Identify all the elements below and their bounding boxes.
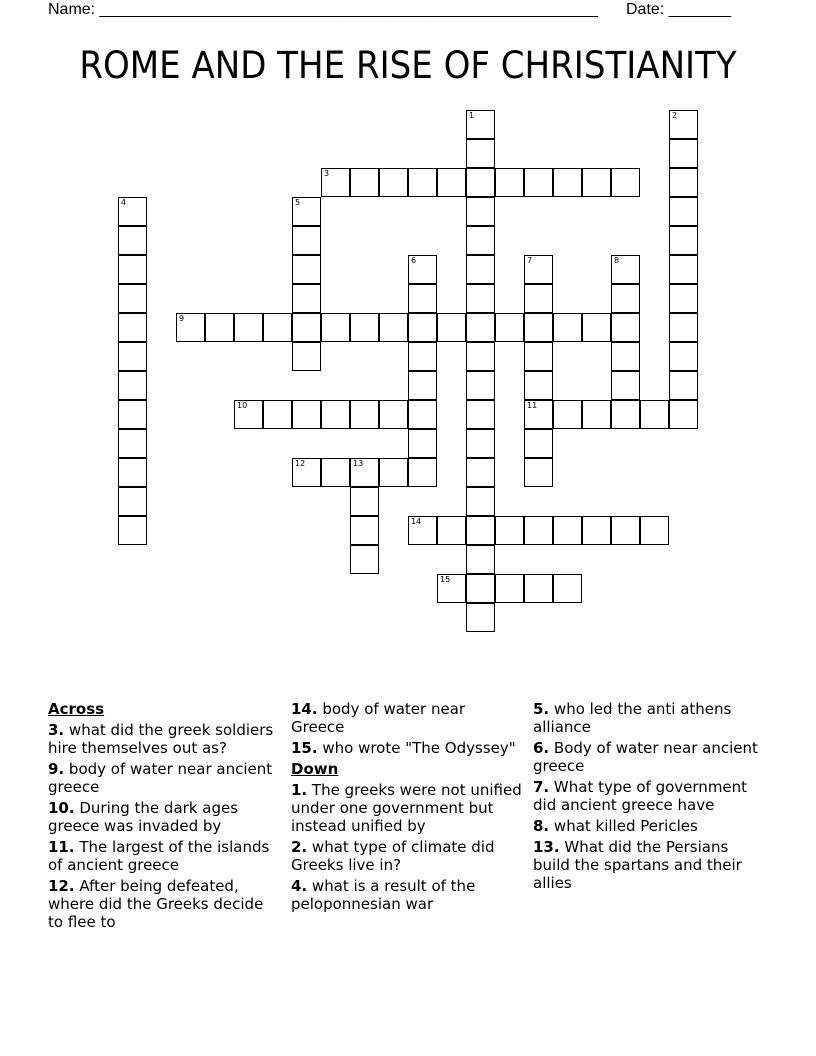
grid-cell[interactable]	[466, 168, 495, 197]
cell-number: 14	[411, 517, 422, 526]
grid-cell[interactable]	[408, 458, 437, 487]
grid-cell[interactable]	[495, 516, 524, 545]
grid-cell[interactable]	[118, 284, 147, 313]
grid-cell[interactable]	[553, 574, 582, 603]
grid-cell[interactable]	[408, 429, 437, 458]
grid-cell[interactable]	[669, 139, 698, 168]
grid-cell[interactable]	[524, 458, 553, 487]
clue-column-3	[533, 700, 765, 895]
grid-cell[interactable]	[553, 516, 582, 545]
grid-cell[interactable]	[408, 342, 437, 371]
cell-number: 3	[324, 169, 330, 178]
grid-cell[interactable]	[524, 168, 553, 197]
clue-down-2	[291, 838, 523, 874]
grid-cell[interactable]	[118, 458, 147, 487]
clue-number: 1.	[291, 781, 308, 799]
cell-number: 13	[353, 459, 364, 468]
clue-number: 9.	[48, 760, 65, 778]
grid-cell[interactable]	[524, 342, 553, 371]
grid-cell[interactable]	[553, 400, 582, 429]
grid-cell[interactable]	[524, 284, 553, 313]
clue-text: After being defeated, where did the Greeks decide to flee to	[48, 877, 264, 931]
grid-cell[interactable]	[582, 516, 611, 545]
grid-cell[interactable]	[495, 168, 524, 197]
clue-text: Body of water near ancient greece	[533, 739, 758, 775]
grid-cell[interactable]	[292, 255, 321, 284]
clue-number: 14.	[291, 700, 318, 718]
grid-cell[interactable]	[669, 168, 698, 197]
grid-cell[interactable]	[118, 197, 147, 226]
clue-text: what is a result of the peloponnesian war	[291, 877, 476, 913]
grid-cell[interactable]	[611, 342, 640, 371]
clue-text: what did the greek soldiers hire themselves out as?	[48, 721, 274, 757]
grid-cell[interactable]	[669, 342, 698, 371]
cell-number: 10	[237, 401, 248, 410]
grid-cell[interactable]	[466, 110, 495, 139]
grid-cell[interactable]	[176, 313, 205, 342]
grid-cell[interactable]	[408, 371, 437, 400]
grid-cell[interactable]	[292, 313, 321, 342]
grid-cell[interactable]	[321, 400, 350, 429]
grid-cell[interactable]	[669, 400, 698, 429]
grid-cell[interactable]	[466, 545, 495, 574]
grid-cell[interactable]	[118, 371, 147, 400]
grid-cell[interactable]	[669, 197, 698, 226]
clue-down-13	[533, 838, 765, 892]
clue-text: The largest of the islands of ancient greece	[48, 838, 270, 874]
grid-cell[interactable]	[466, 139, 495, 168]
grid-cell[interactable]	[118, 313, 147, 342]
grid-cell[interactable]	[466, 255, 495, 284]
grid-cell[interactable]	[611, 255, 640, 284]
clue-across-3	[48, 721, 280, 757]
grid-cell[interactable]	[118, 342, 147, 371]
grid-cell[interactable]	[466, 574, 495, 603]
clue-down-8	[533, 817, 765, 835]
clue-number: 4.	[291, 877, 308, 895]
clue-number: 3.	[48, 721, 65, 739]
cell-number: 7	[527, 256, 533, 265]
grid-cell[interactable]	[437, 313, 466, 342]
grid-cell[interactable]	[669, 284, 698, 313]
grid-cell[interactable]	[234, 313, 263, 342]
grid-cell[interactable]	[524, 574, 553, 603]
clue-number: 7.	[533, 778, 550, 796]
grid-cell[interactable]	[350, 516, 379, 545]
cell-number: 11	[527, 401, 538, 410]
clue-number: 8.	[533, 817, 550, 835]
clue-text: The greeks were not unified under one government but instead unified by	[291, 781, 522, 835]
across-heading: Across	[48, 700, 105, 718]
grid-cell[interactable]	[321, 313, 350, 342]
grid-cell[interactable]	[292, 458, 321, 487]
grid-cell[interactable]	[321, 168, 350, 197]
grid-cell[interactable]	[321, 458, 350, 487]
grid-cell[interactable]	[408, 255, 437, 284]
grid-cell[interactable]	[466, 284, 495, 313]
grid-cell[interactable]	[466, 313, 495, 342]
clue-text: what killed Pericles	[553, 817, 698, 835]
clue-text: What type of government did ancient greece have	[533, 778, 748, 814]
cell-number: 2	[672, 111, 678, 120]
clue-text: what type of climate did Greeks live in?	[291, 838, 495, 874]
grid-cell[interactable]	[466, 603, 495, 632]
grid-cell[interactable]	[466, 371, 495, 400]
grid-cell[interactable]	[437, 574, 466, 603]
clue-across-14	[291, 700, 523, 736]
clue-down-7	[533, 778, 765, 814]
clue-number: 13.	[533, 838, 560, 856]
grid-cell[interactable]	[466, 458, 495, 487]
clue-across-9	[48, 760, 280, 796]
clue-down-1	[291, 781, 523, 835]
clue-column-2	[291, 700, 523, 916]
grid-cell[interactable]	[524, 313, 553, 342]
clue-down-4	[291, 877, 523, 913]
grid-cell[interactable]	[524, 371, 553, 400]
grid-cell[interactable]	[408, 400, 437, 429]
clue-number: 10.	[48, 799, 75, 817]
cell-number: 8	[614, 256, 620, 265]
grid-cell[interactable]	[466, 429, 495, 458]
grid-cell[interactable]	[582, 313, 611, 342]
grid-cell[interactable]	[263, 313, 292, 342]
grid-cell[interactable]	[350, 168, 379, 197]
grid-cell[interactable]	[611, 400, 640, 429]
name-field[interactable]: Name: ________________________________________________________	[48, 1, 598, 18]
clue-number: 12.	[48, 877, 75, 895]
grid-cell[interactable]	[640, 400, 669, 429]
grid-cell[interactable]	[466, 400, 495, 429]
cell-number: 4	[121, 198, 127, 207]
clue-text: who led the anti athens alliance	[533, 700, 732, 736]
grid-cell[interactable]	[437, 168, 466, 197]
grid-cell[interactable]	[524, 429, 553, 458]
grid-cell[interactable]	[350, 487, 379, 516]
clue-across-15	[291, 739, 523, 757]
grid-cell[interactable]	[350, 545, 379, 574]
grid-cell[interactable]	[292, 226, 321, 255]
grid-cell[interactable]	[611, 313, 640, 342]
grid-cell[interactable]	[524, 255, 553, 284]
grid-cell[interactable]	[379, 168, 408, 197]
grid-cell[interactable]	[263, 400, 292, 429]
clue-number: 2.	[291, 838, 308, 856]
clue-text: body of water near ancient greece	[48, 760, 273, 796]
clue-number: 15.	[291, 739, 318, 757]
grid-cell[interactable]	[205, 313, 234, 342]
cell-number: 5	[295, 198, 301, 207]
grid-cell[interactable]	[118, 429, 147, 458]
grid-cell[interactable]	[669, 255, 698, 284]
grid-cell[interactable]	[350, 458, 379, 487]
clue-number: 11.	[48, 838, 75, 856]
grid-cell[interactable]	[466, 516, 495, 545]
grid-cell[interactable]	[118, 516, 147, 545]
clue-across-10	[48, 799, 280, 835]
clue-text: who wrote "The Odyssey"	[322, 739, 516, 757]
clue-text: What did the Persians build the spartans and their allies	[533, 838, 742, 892]
grid-cell[interactable]	[292, 400, 321, 429]
cell-number: 9	[179, 314, 185, 323]
cell-number: 1	[469, 111, 475, 120]
date-field[interactable]: Date: _______	[626, 1, 731, 18]
grid-cell[interactable]	[379, 313, 408, 342]
grid-cell[interactable]	[669, 313, 698, 342]
grid-cell[interactable]	[292, 197, 321, 226]
grid-cell[interactable]	[553, 313, 582, 342]
grid-cell[interactable]	[495, 574, 524, 603]
grid-cell[interactable]	[582, 168, 611, 197]
grid-cell[interactable]	[118, 226, 147, 255]
grid-cell[interactable]	[611, 284, 640, 313]
clue-text: body of water near Greece	[291, 700, 466, 736]
grid-cell[interactable]	[292, 342, 321, 371]
cell-number: 6	[411, 256, 417, 265]
grid-cell[interactable]	[466, 487, 495, 516]
page-title: ROME AND THE RISE OF CHRISTIANITY	[79, 44, 737, 87]
grid-cell[interactable]	[669, 226, 698, 255]
grid-cell[interactable]	[524, 516, 553, 545]
grid-cell[interactable]	[118, 255, 147, 284]
grid-cell[interactable]	[466, 342, 495, 371]
grid-cell[interactable]	[408, 313, 437, 342]
clue-column-1	[48, 700, 280, 934]
down-heading: Down	[291, 760, 339, 778]
clue-down-5	[533, 700, 765, 736]
grid-cell[interactable]	[379, 458, 408, 487]
clue-across-11	[48, 838, 280, 874]
grid-cell[interactable]	[611, 371, 640, 400]
grid-cell[interactable]	[640, 516, 669, 545]
grid-cell[interactable]	[350, 313, 379, 342]
clue-down-6	[533, 739, 765, 775]
grid-cell[interactable]	[611, 516, 640, 545]
grid-cell[interactable]	[118, 400, 147, 429]
grid-cell[interactable]	[379, 400, 408, 429]
grid-cell[interactable]	[553, 168, 582, 197]
grid-cell[interactable]	[669, 371, 698, 400]
cell-number: 12	[295, 459, 306, 468]
clue-number: 5.	[533, 700, 550, 718]
grid-cell[interactable]	[350, 400, 379, 429]
grid-cell[interactable]	[408, 284, 437, 313]
grid-cell[interactable]	[234, 400, 263, 429]
grid-cell[interactable]	[669, 110, 698, 139]
grid-cell[interactable]	[466, 197, 495, 226]
grid-cell[interactable]	[437, 516, 466, 545]
grid-cell[interactable]	[466, 226, 495, 255]
clue-across-12	[48, 877, 280, 931]
grid-cell[interactable]	[118, 487, 147, 516]
cell-number: 15	[440, 575, 451, 584]
grid-cell[interactable]	[582, 400, 611, 429]
grid-cell[interactable]	[408, 516, 437, 545]
grid-cell[interactable]	[292, 284, 321, 313]
grid-cell[interactable]	[495, 313, 524, 342]
clue-number: 6.	[533, 739, 550, 757]
grid-cell[interactable]	[611, 168, 640, 197]
clue-text: During the dark ages greece was invaded by	[48, 799, 239, 835]
grid-cell[interactable]	[524, 400, 553, 429]
grid-cell[interactable]	[408, 168, 437, 197]
